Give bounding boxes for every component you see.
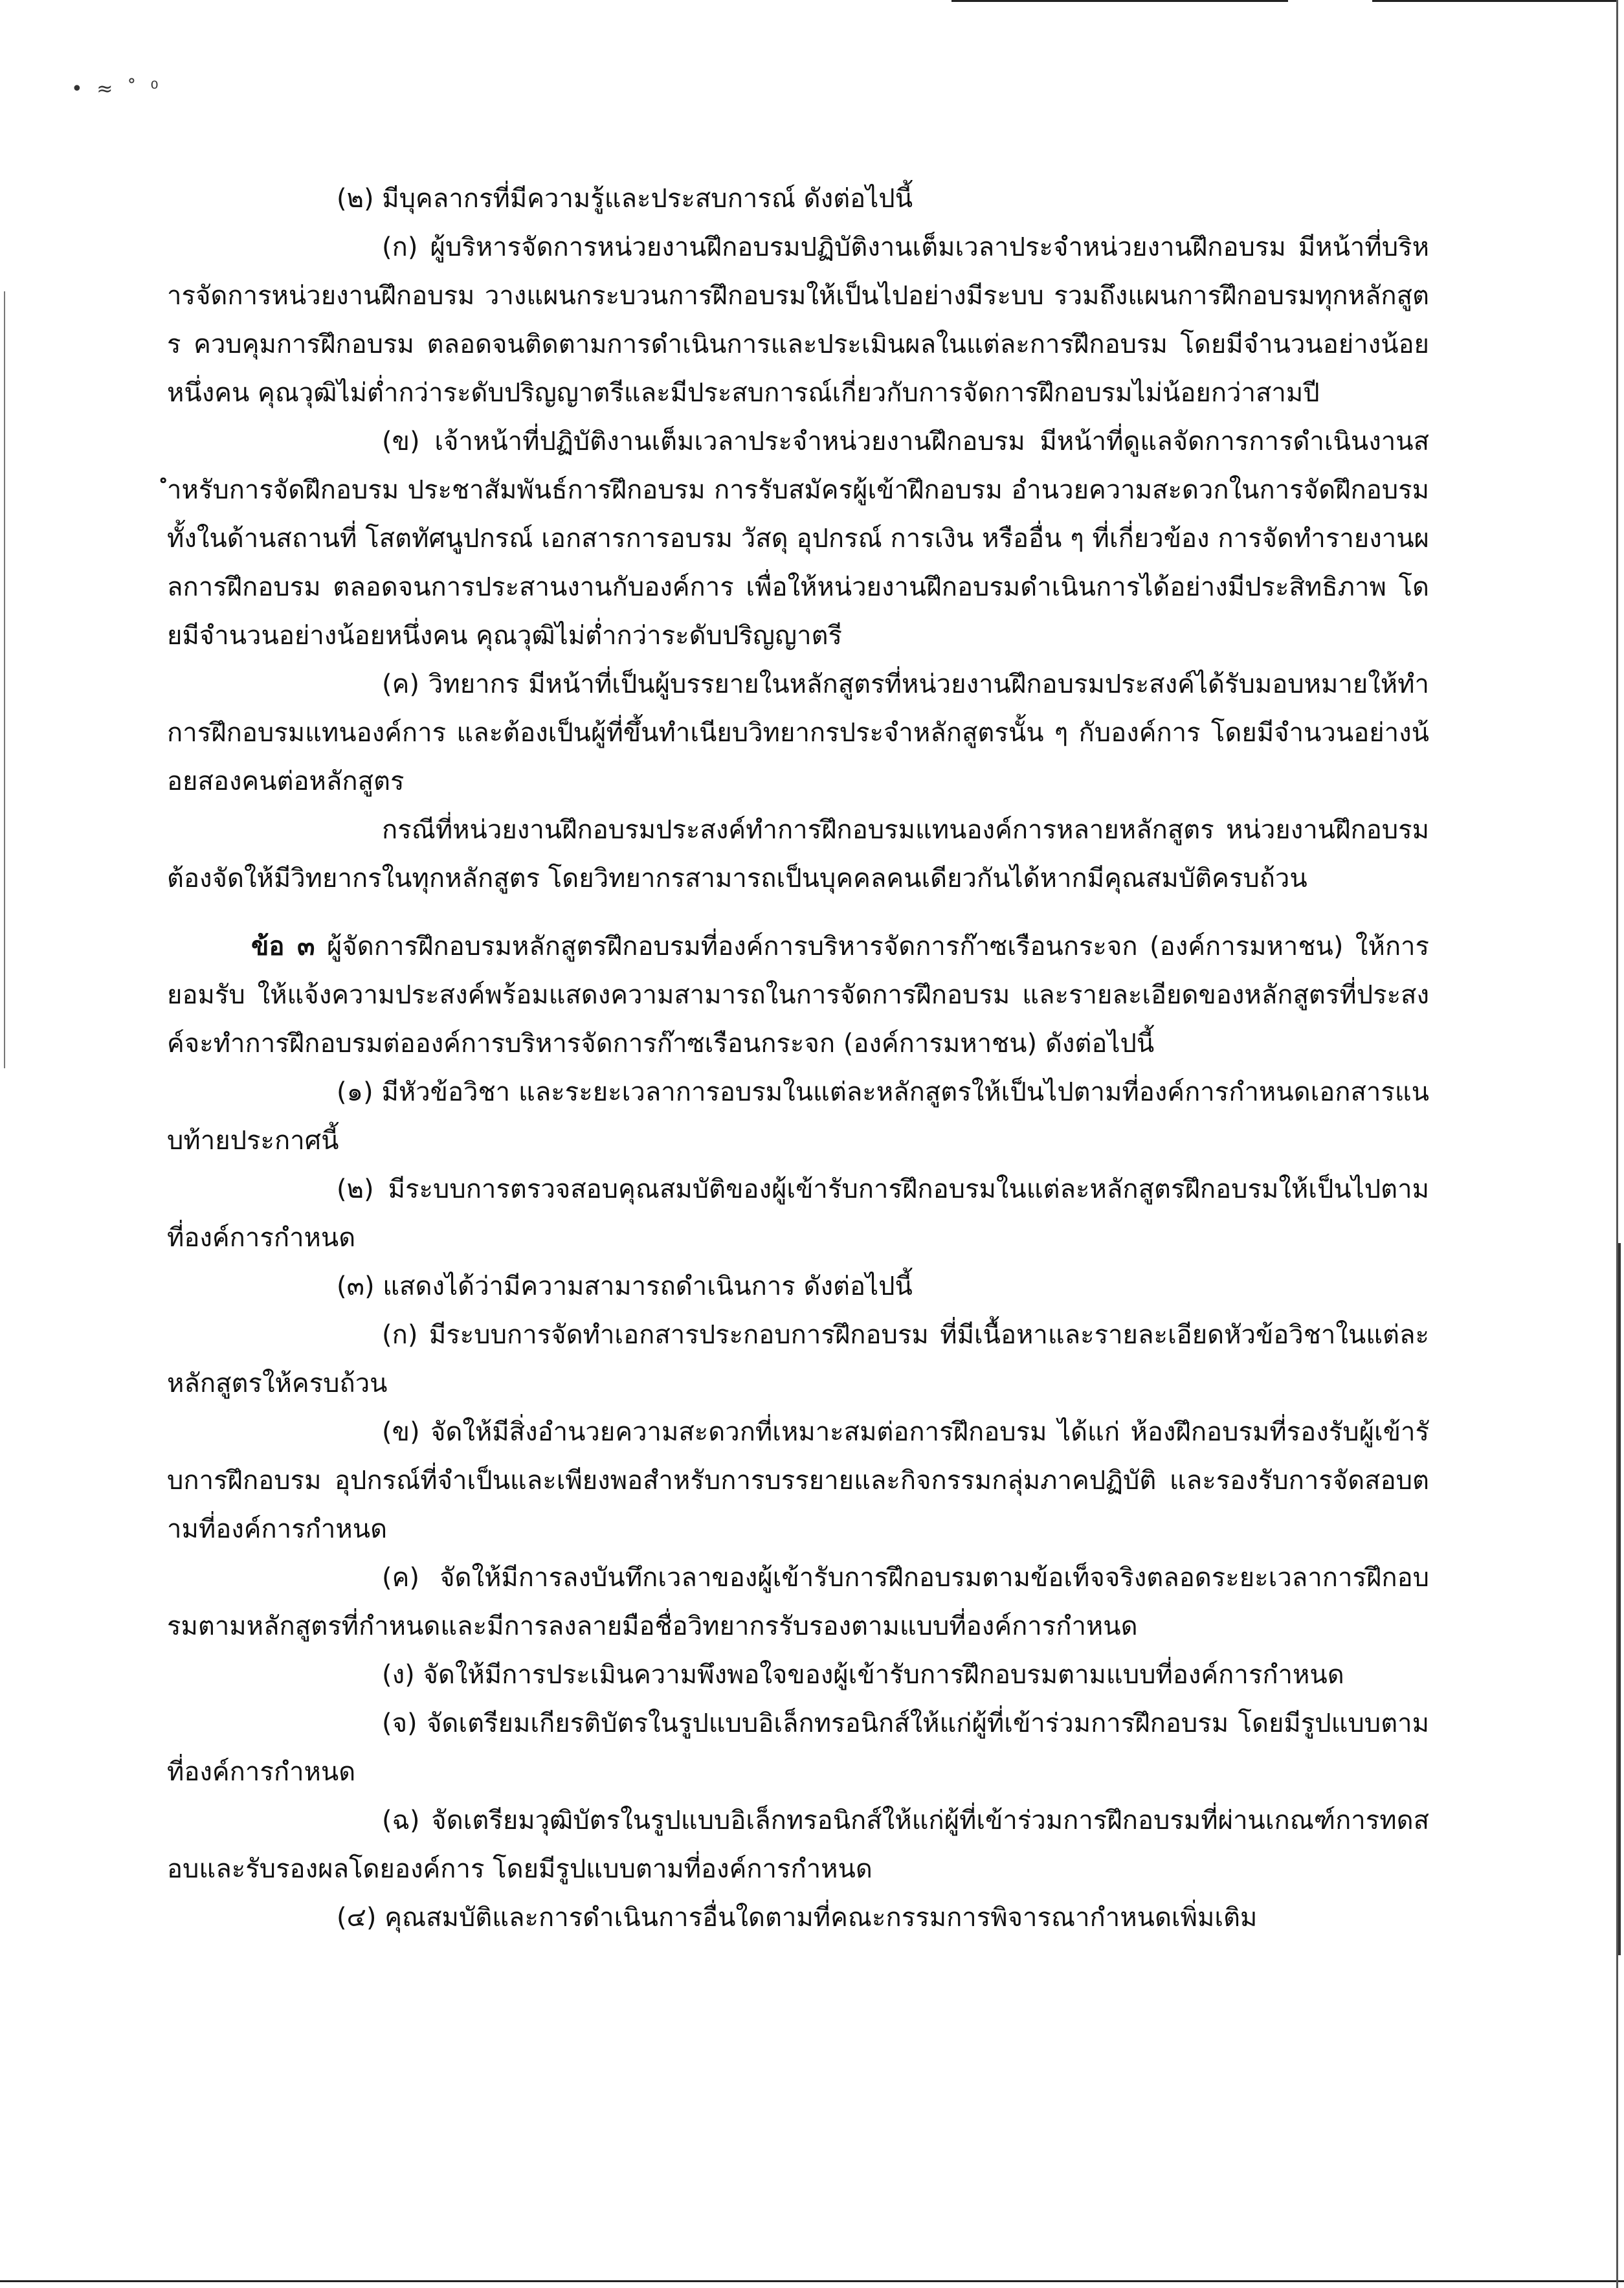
- paragraph-manager: (ก) ผู้บริหารจัดการหน่วยงานฝึกอบรมปฏิบัติงานเต็มเวลาประจำหน่วยงานฝึกอบรม มีหน้าที่บริหารจัดการหน่วยงานฝึกอบรม วางแผนกระบวนการฝึกอบรมให้เป็นไปอย่างมีระบบ รวมถึงแผนการฝึกอบรมทุกหลักสูตร ควบคุมการฝึกอบรม ตลอดจนติดตามการดำเนินการและประเมินผลในแต่ละการฝึกอบรม โดยมีจำนวนอย่างน้อยหนึ่งคน คุณวุฒิไม่ต่ำกว่าระดับปริญญาตรีและมีประสบการณ์เกี่ยวกับการจัดการฝึกอบรมไม่น้อยกว่าสามปี: [167, 232, 1429, 408]
- section-gap: [167, 903, 1429, 923]
- document-body: [167, 175, 1429, 1942]
- paragraph-documents: (ก) มีระบบการจัดทำเอกสารประกอบการฝึกอบรม ที่มีเนื้อหาและรายละเอียดหัวข้อวิชาในแต่ละหลักสูตรให้ครบถ้วน: [167, 1320, 1429, 1398]
- paragraph-staff: (ข) เจ้าหน้าที่ปฏิบัติงานเต็มเวลาประจำหน่วยงานฝึกอบรม มีหน้าที่ดูแลจัดการการดำเนินงานสำหรับการจัดฝึกอบรม ประชาสัมพันธ์การฝึกอบรม การรับสมัครผู้เข้าฝึกอบรม อำนวยความสะดวกในการจัดฝึกอบรม ทั้งในด้านสถานที่ โสตทัศนูปกรณ์ เอกสารการอบรม วัสดุ อุปกรณ์ การเงิน หรืออื่น ๆ ที่เกี่ยวข้อง การจัดทำรายงานผลการฝึกอบรม ตลอดจนการประสานงานกับองค์การ เพื่อให้หน่วยงานฝึกอบรมดำเนินการได้อย่างมีประสิทธิภาพ โดยมีจำนวนอย่างน้อยหนึ่งคน คุณวุฒิไม่ต่ำกว่าระดับปริญญาตรี: [167, 427, 1429, 651]
- scan-edge-right-mark: [1618, 1243, 1621, 1955]
- paragraph-diploma: (ฉ) จัดเตรียมวุฒิบัตรในรูปแบบอิเล็กทรอนิกส์ให้แก่ผู้ที่เข้าร่วมการฝึกอบรมที่ผ่านเกณฑ์การทดสอบและรับรองผลโดยองค์การ โดยมีรูปแบบตามที่องค์การกำหนด: [167, 1806, 1429, 1884]
- paragraph-multiple-courses: กรณีที่หน่วยงานฝึกอบรมประสงค์ทำการฝึกอบรมแทนองค์การหลายหลักสูตร หน่วยงานฝึกอบรมต้องจัดให้มีวิทยากรในทุกหลักสูตร โดยวิทยากรสามารถเป็นบุคคลคนเดียวกันได้หากมีคุณสมบัติครบถ้วน: [167, 815, 1429, 893]
- paragraph-certificate: (จ) จัดเตรียมเกียรติบัตรในรูปแบบอิเล็กทรอนิกส์ให้แก่ผู้ที่เข้าร่วมการฝึกอบรม โดยมีรูปแบบตามที่องค์การกำหนด: [167, 1709, 1429, 1787]
- paragraph-personnel: (๒) มีบุคลากรที่มีความรู้และประสบการณ์ ดังต่อไปนี้: [337, 184, 913, 214]
- paragraph-lecturer: (ค) วิทยากร มีหน้าที่เป็นผู้บรรยายในหลักสูตรที่หน่วยงานฝึกอบรมประสงค์ได้รับมอบหมายให้ทำการฝึกอบรมแทนองค์การ และต้องเป็นผู้ที่ขึ้นทำเนียบวิทยากรประจำหลักสูตรนั้น ๆ กับองค์การ โดยมีจำนวนอย่างน้อยสองคนต่อหลักสูตร: [167, 669, 1429, 796]
- scan-edge-top-left: [951, 0, 1288, 2]
- scan-edge-left-mark: [4, 291, 5, 1068]
- scan-edge-top-right: [1372, 0, 1618, 2]
- paragraph-clause-3: [167, 923, 1429, 1068]
- paragraph-capability: (๓) แสดงได้ว่ามีความสามารถดำเนินการ ดังต่อไปนี้: [337, 1272, 913, 1301]
- clause-3-label: ข้อ ๓: [251, 932, 315, 961]
- clause-3-text: ผู้จัดการฝึกอบรมหลักสูตรฝึกอบรมที่องค์การบริหารจัดการก๊าซเรือนกระจก (องค์การมหาชน) ให้การยอมรับ ให้แจ้งความประสงค์พร้อมแสดงความสามารถในการจัดการฝึกอบรม และรายละเอียดของหลักสูตรที่ประสงค์จะทำการฝึกอบรมต่อองค์การบริหารจัดการก๊าซเรือนกระจก (องค์การมหาชน) ดังต่อไปนี้: [167, 932, 1429, 1059]
- paragraph-satisfaction: (ง) จัดให้มีการประเมินความพึงพอใจของผู้เข้ารับการฝึกอบรมตามแบบที่องค์การกำหนด: [382, 1660, 1344, 1690]
- corner-scan-mark: • ≈ ˚ ⁰: [71, 78, 162, 100]
- paragraph-qualification-check: (๒) มีระบบการตรวจสอบคุณสมบัติของผู้เข้ารับการฝึกอบรมในแต่ละหลักสูตรฝึกอบรมให้เป็นไปตามที่องค์การกำหนด: [167, 1174, 1429, 1253]
- paragraph-additional: (๔) คุณสมบัติและการดำเนินการอื่นใดตามที่คณะกรรมการพิจารณากำหนดเพิ่มเติม: [337, 1903, 1258, 1933]
- paragraph-subjects: (๑) มีหัวข้อวิชา และระยะเวลาการอบรมในแต่ละหลักสูตรให้เป็นไปตามที่องค์การกำหนดเอกสารแนบท้ายประกาศนี้: [167, 1077, 1429, 1156]
- scan-edge-bottom: [0, 2280, 1624, 2282]
- paragraph-facilities: (ข) จัดให้มีสิ่งอำนวยความสะดวกที่เหมาะสมต่อการฝึกอบรม ได้แก่ ห้องฝึกอบรมที่รองรับผู้เข้ารับการฝึกอบรม อุปกรณ์ที่จำเป็นและเพียงพอสำหรับการบรรยายและกิจกรรมกลุ่มภาคปฏิบัติ และรองรับการจัดสอบตามที่องค์การกำหนด: [167, 1417, 1429, 1544]
- paragraph-attendance: (ค) จัดให้มีการลงบันทึกเวลาของผู้เข้ารับการฝึกอบรมตามข้อเท็จจริงตลอดระยะเวลาการฝึกอบรมตามหลักสูตรที่กำหนดและมีการลงลายมือชื่อวิทยากรรับรองตามแบบที่องค์การกำหนด: [167, 1563, 1429, 1641]
